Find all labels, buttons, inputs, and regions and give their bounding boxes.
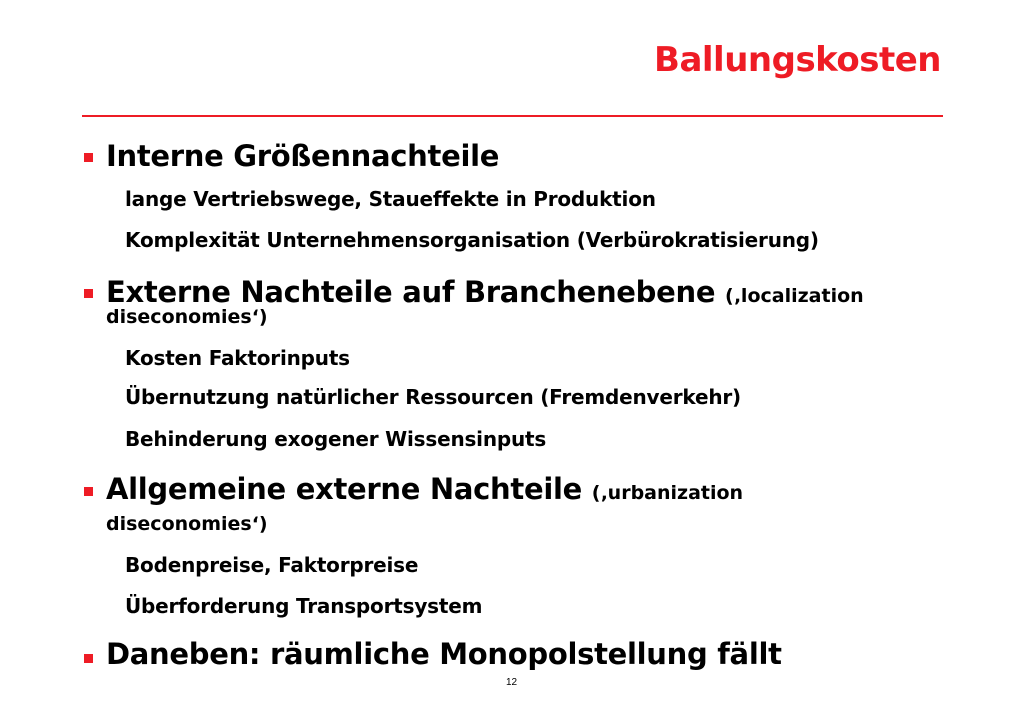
bullet-square-icon xyxy=(84,654,93,663)
bullet-note-continuation: diseconomies‘) xyxy=(106,513,268,535)
slide-title: Ballungskosten xyxy=(654,40,941,80)
sub-item: Komplexität Unternehmensorganisation (Verbürokratisierung) xyxy=(125,228,819,252)
bullet-note: (‚localization xyxy=(725,285,864,307)
sub-item: Kosten Faktorinputs xyxy=(125,346,350,370)
sub-item: Bodenpreise, Faktorpreise xyxy=(125,553,419,577)
sub-item: lange Vertriebswege, Staueffekte in Produktion xyxy=(125,187,656,211)
bullet-heading: Interne Größennachteile xyxy=(106,139,500,173)
sub-item: Behinderung exogener Wissensinputs xyxy=(125,427,547,451)
bullet-square-icon xyxy=(84,487,93,496)
bullet-note-continuation: diseconomies‘) xyxy=(106,306,268,328)
bullet-square-icon xyxy=(84,153,93,162)
sub-item: Übernutzung natürlicher Ressourcen (Fremdenverkehr) xyxy=(125,385,741,409)
title-divider xyxy=(82,115,943,117)
bullet-heading-line xyxy=(106,275,864,309)
page-number: 12 xyxy=(505,677,518,688)
bullet-heading: Externe Nachteile auf Branchenebene xyxy=(106,275,716,309)
sub-item: Überforderung Transportsystem xyxy=(125,594,483,618)
bullet-square-icon xyxy=(84,289,93,298)
bullet-note: (‚urbanization xyxy=(591,482,744,504)
bullet-heading: Allgemeine externe Nachteile xyxy=(106,472,582,506)
bullet-heading: Daneben: räumliche Monopolstellung fällt xyxy=(106,637,782,671)
bullet-heading-line xyxy=(106,472,743,506)
